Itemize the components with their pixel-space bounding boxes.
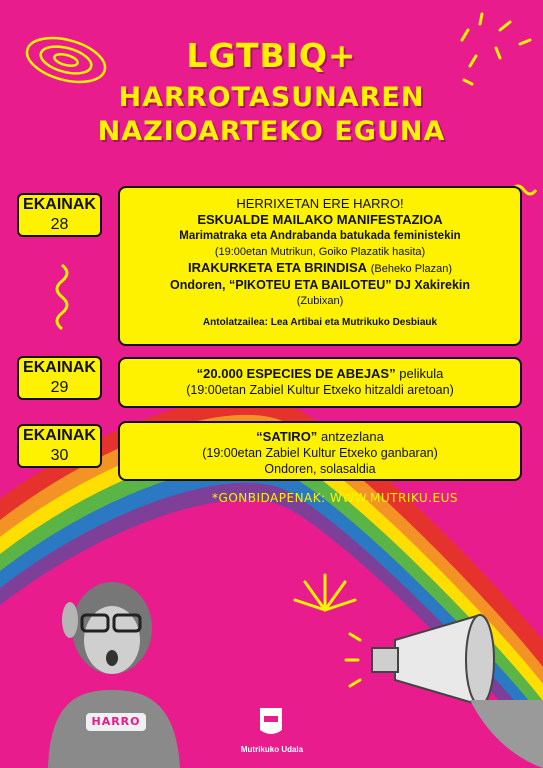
invitations-link[interactable]: *GONBIDAPENAK: WWW.MUTRIKU.EUS xyxy=(212,491,458,505)
event-dj-place: (Zubixan) xyxy=(296,295,344,307)
mutriku-logo-icon xyxy=(260,708,282,734)
event-after: Ondoren, solasaldia xyxy=(264,462,376,476)
date-badge-28 xyxy=(17,193,102,237)
event-card-28 xyxy=(118,186,522,346)
date-day: 28 xyxy=(50,216,69,233)
event-subtitle: ESKUALDE MAILAKO MANIFESTAZIOA xyxy=(197,212,443,227)
event-time: (19:00etan Zabiel Kultur Etxeko ganbaran) xyxy=(202,446,438,460)
film-type: pelikula xyxy=(399,366,444,381)
event-organizer: Antolatzailea: Lea Artibai eta Mutrikuko Desbiauk xyxy=(202,317,438,328)
event-detail: Marimatraka eta Andrabanda batukada feministekin xyxy=(179,230,461,242)
event-time: (19:00etan Zabiel Kultur Etxeko hitzaldi aretoan) xyxy=(186,383,454,397)
film-title: “20.000 ESPECIES DE ABEJAS” xyxy=(196,366,396,381)
event-reading: IRAKURKETA ETA BRINDISA xyxy=(187,260,368,275)
date-month: EKAINAK xyxy=(23,196,96,213)
shirt-harro-text: HARRO xyxy=(86,713,146,731)
page-title: LGTBIQ+ xyxy=(186,36,357,75)
date-badge-29 xyxy=(17,356,102,400)
date-badge-30 xyxy=(17,424,102,468)
date-day: 30 xyxy=(50,447,69,464)
event-reading-place: (Beheko Plazan) xyxy=(370,263,453,275)
event-card-29 xyxy=(118,357,522,408)
event-card-30 xyxy=(118,421,522,481)
sound-wave-icon xyxy=(346,634,360,686)
event-title: HERRIXETAN ERE HARRO! xyxy=(236,196,404,211)
play-type: antzezlana xyxy=(320,429,384,444)
title-line-2: HARROTASUNAREN xyxy=(118,82,425,113)
date-day: 29 xyxy=(50,379,69,396)
title-line-3: NAZIOARTEKO EGUNA xyxy=(97,116,446,147)
play-title: “SATIRO” xyxy=(256,429,318,444)
event-time: (19:00etan Mutrikun, Goiko Plazatik hasita) xyxy=(214,246,426,258)
event-dj: Ondoren, “PIKOTEU ETA BAILOTEU” DJ Xakirekin xyxy=(169,278,471,292)
squiggle-icon xyxy=(57,265,67,329)
date-month: EKAINAK xyxy=(23,427,96,444)
date-month: EKAINAK xyxy=(23,359,96,376)
firework-icon xyxy=(295,575,355,610)
girl-photo xyxy=(48,582,180,768)
municipality-caption: Mutrikuko Udala xyxy=(240,745,304,754)
